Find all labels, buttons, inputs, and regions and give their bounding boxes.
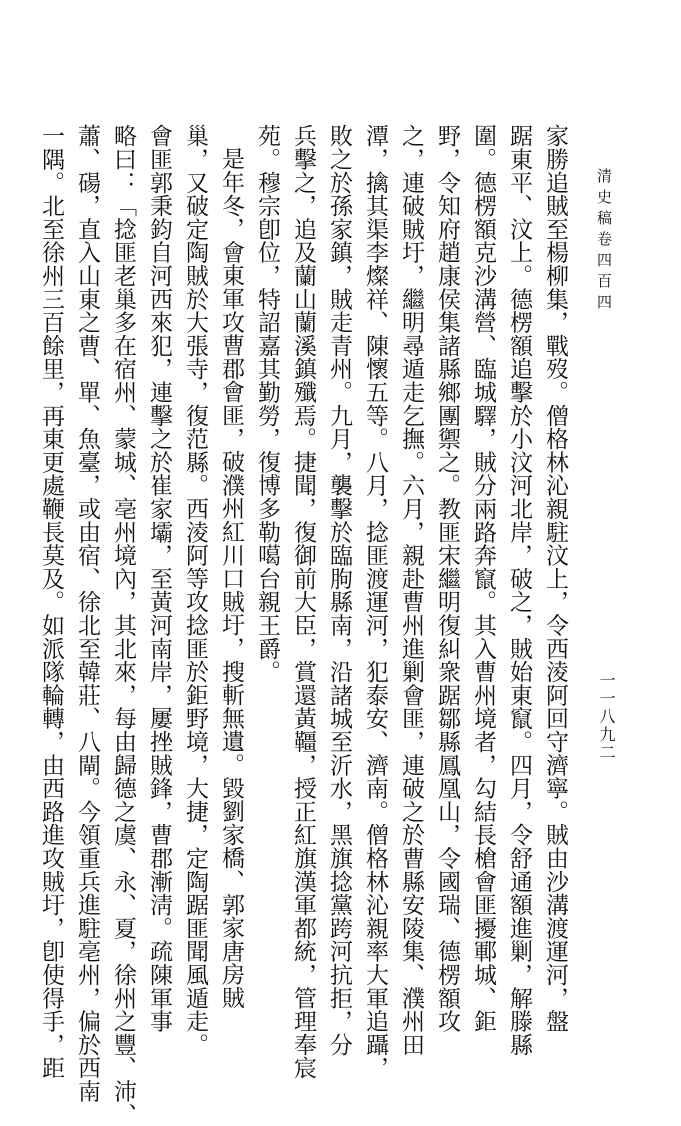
- text-column-15: 一隅。北至徐州三百餘里，再東更處鞭長莫及。如派隊輪轉，由西路進攻賊圩，卽使得手，距: [38, 124, 64, 1080]
- page-number: 一一八九二: [597, 672, 616, 762]
- text-column-2: 踞東平、汶上。德楞額追擊於小汶河北岸，破之，賊始東竄。四月，令舒通額進剿，解滕縣: [506, 124, 532, 1056]
- text-column-6: 潭，擒其渠李燦祥、陳懷五等。八月，捻匪渡運河，犯泰安、濟南。僧格林沁親率大軍追躡，: [362, 124, 388, 1080]
- text-column-13: 略曰：「捻匪老巢多在宿州、蒙城、亳州境內，其北來，每由歸德之虞、永、夏，徐州之豐、沛、: [110, 124, 136, 1126]
- text-column-7: 敗之於孫家鎮，賊走青州。九月，襲擊於臨朐縣南，沿諸城至沂水，黑旗捻黨跨河抗拒，分: [326, 124, 352, 1056]
- text-column-1: 家勝追賊至楊柳集，戰歿。僧格林沁親駐汶上，令西淩阿回守濟寧。賊由沙溝渡運河，盤: [542, 124, 568, 1033]
- text-column-8: 兵擊之，追及蘭山蘭溪鎮殲焉。捷聞，復御前大臣，賞還黃韁，授正紅旗漢軍都統，管理奉宸: [290, 124, 316, 1080]
- text-column-3: 圍。德楞額克沙溝營、臨城驛，賊分兩路奔竄。其入曹州境者，勾結長槍會匪擾鄆城、鉅: [470, 124, 496, 1033]
- text-column-9: 苑。穆宗卽位，特詔嘉其勤勞，復博多勒噶台親王爵。: [254, 124, 280, 684]
- text-column-4: 野，令知府趙康侯集諸縣鄉團禦之。教匪宋繼明復糾衆踞鄒縣鳳凰山，令國瑞、德楞額攻: [434, 124, 460, 1033]
- text-column-14: 蕭、碭，直入山東之曹、單、魚臺，或由宿、徐北至韓莊、八閘。今領重兵進駐亳州，偏於西南: [74, 124, 100, 1103]
- text-column-10: 是年冬，會東軍攻曹郡會匪，破濮州紅川口賊圩，搜斬無遺。毀劉家橋、郭家唐房賊: [218, 147, 244, 1010]
- text-column-11: 巢，又破定陶賊於大張寺，復范縣。西淩阿等攻捻匪於鉅野境，大捷，定陶踞匪聞風遁走。: [182, 124, 208, 1056]
- page-header-title: 清史稿卷四百四: [595, 168, 613, 315]
- text-column-5: 之，連破賊圩，繼明尋遁走乞撫。六月，親赴曹州進剿會匪，連破之於曹縣安陵集、濮州田: [398, 124, 424, 1056]
- text-column-12: 會匪郭秉鈞自河西來犯，連擊之於崔家壩，至黃河南岸，屢挫賊鋒，曹郡漸淸。疏陳軍事: [146, 124, 172, 1033]
